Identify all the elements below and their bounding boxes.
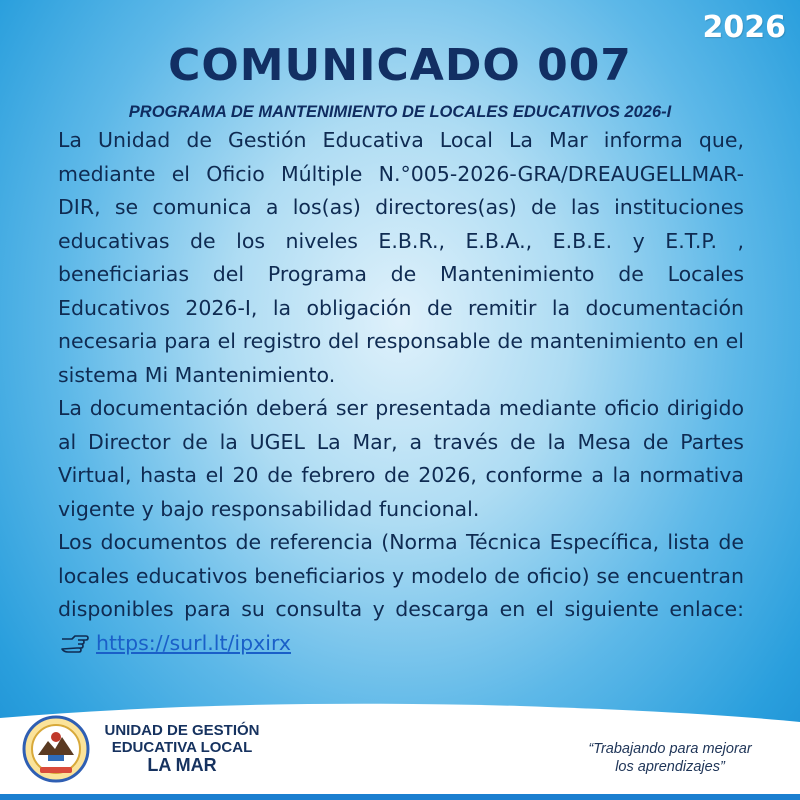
paragraph-3-text: Los documentos de referencia (Norma Técnica Específica, lista de locales educativos beneficiarios y modelo de oficio) se encuentran disponibles para su consulta y descarga en el siguiente enlace:	[58, 530, 744, 621]
org-name-line-3: LA MAR	[147, 755, 217, 775]
announcement-body	[58, 124, 744, 660]
paragraph-1: La Unidad de Gestión Educativa Local La Mar informa que, mediante el Oficio Múltiple N.°005-2026-GRA/DREAUGELLMAR-DIR, se comunica a los(as) directores(as) de las instituciones educativas de los niveles E.B.R., E.B.A., E.B.E. y E.T.P. , beneficiarias del Programa de Mantenimiento de Locales Educativos 2026-I, la obligación de remitir la documentación necesaria para el registro del responsable de mantenimiento en el sistema Mi Mantenimiento.	[58, 128, 744, 387]
ugel-la-mar-seal-icon	[22, 715, 90, 783]
slogan-line-1: “Trabajando para mejorar	[588, 741, 752, 757]
page-subtitle: PROGRAMA DE MANTENIMIENTO DE LOCALES EDUCATIVOS 2026-I	[128, 103, 672, 121]
reference-link[interactable]: https://surl.lt/ipxirx	[96, 630, 291, 655]
year-badge: 2026	[702, 10, 786, 45]
org-name-line-2: EDUCATIVA LOCAL	[111, 739, 253, 756]
slogan	[570, 740, 770, 776]
slogan-line-2: los aprendizajes”	[615, 759, 725, 775]
org-name-line-1: UNIDAD DE GESTIÓN	[104, 722, 260, 739]
paragraph-2: La documentación deberá ser presentada mediante oficio dirigido al Director de la UGEL La Mar, a través de la Mesa de Partes Virtual, hasta el 20 de febrero de 2026, conforme a la normativa vigente y bajo responsabilidad funcional.	[58, 396, 744, 521]
pointing-hand-icon	[60, 633, 90, 653]
page-title: COMUNICADO 007	[168, 40, 632, 91]
paragraph-3	[58, 526, 744, 660]
